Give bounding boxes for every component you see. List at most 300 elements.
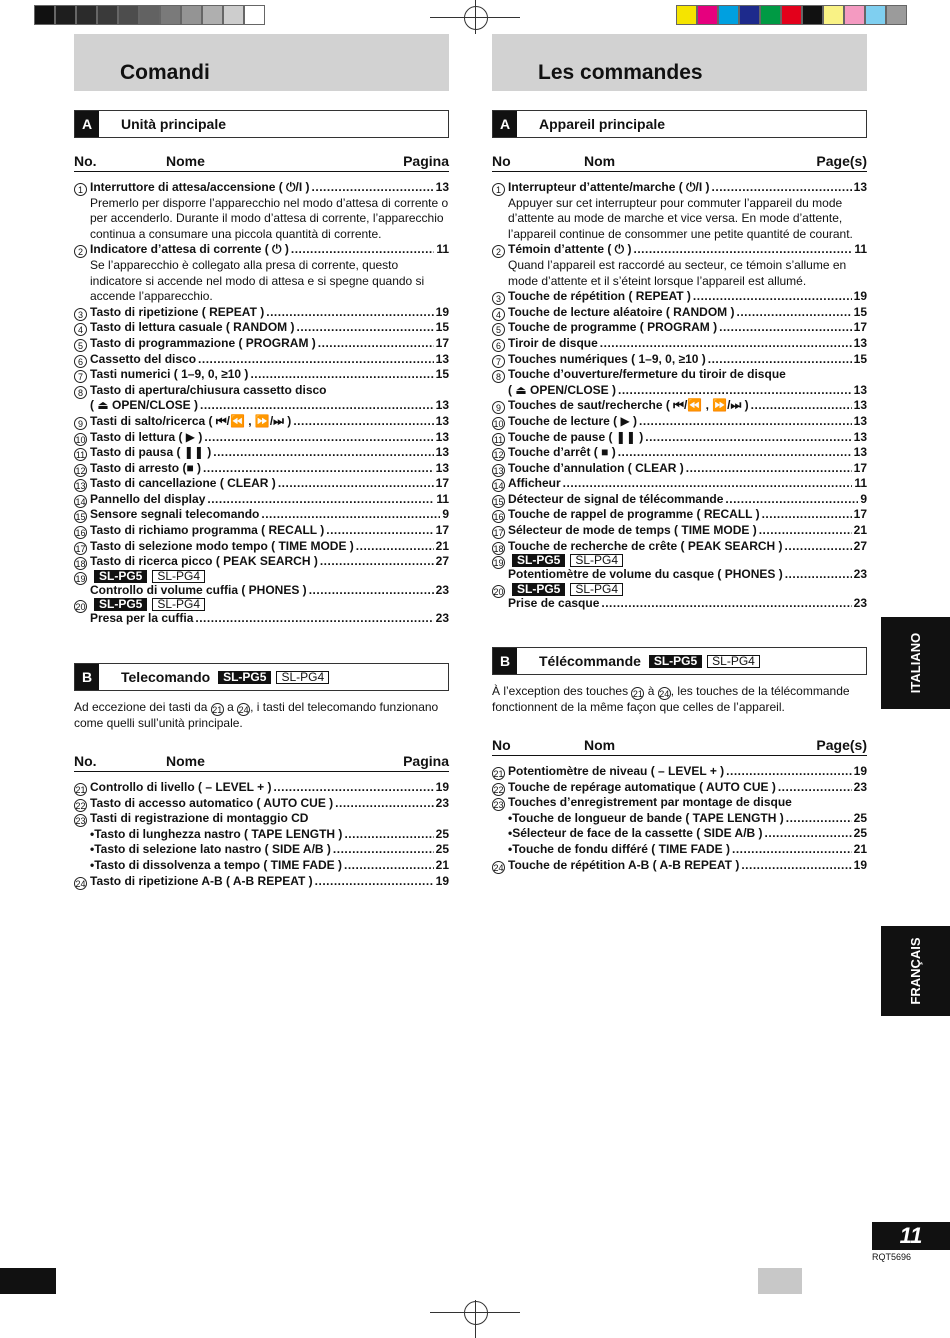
model-badge-sl-pg5: SL-PG5 xyxy=(512,554,565,567)
list-item xyxy=(492,492,867,508)
list-item xyxy=(492,336,867,352)
item-label: Touche de recherche de crête ( PEAK SEARCH ) xyxy=(508,538,783,553)
page-ref: 23 xyxy=(853,595,867,610)
page-ref: 13 xyxy=(853,382,867,397)
list-item xyxy=(74,180,449,196)
list-item xyxy=(74,445,449,461)
list-item xyxy=(492,383,867,399)
circled-number: 16 xyxy=(493,512,504,523)
circled-number: 18 xyxy=(75,559,86,570)
table-header xyxy=(74,753,449,772)
item-label: • Touche de longueur de bande ( TAPE LENGTH ) xyxy=(508,811,784,827)
title-bar xyxy=(492,34,867,91)
dot-leader xyxy=(333,842,434,858)
item-label: Touches de saut/recherche ( ⏮/⏪ , ⏩/⏭ ) xyxy=(508,398,749,413)
dot-leader xyxy=(634,242,853,258)
circled-number: 10 xyxy=(493,418,504,429)
list-item xyxy=(492,826,867,842)
circled-number: 15 xyxy=(493,496,504,507)
color-swatch xyxy=(181,5,202,25)
circled-number: 15 xyxy=(75,512,86,523)
page-ref: 13 xyxy=(435,180,449,194)
page-ref: 11 xyxy=(436,491,449,506)
page-number: 11 xyxy=(872,1222,950,1250)
list-item xyxy=(74,242,449,258)
circled-number: 20 xyxy=(75,602,86,613)
page-ref: 17 xyxy=(853,320,867,335)
language-tab-italiano xyxy=(881,617,950,709)
page-ref: 19 xyxy=(853,764,867,778)
item-label: Touche de programme ( PROGRAM ) xyxy=(508,320,718,335)
page-ref: 13 xyxy=(435,445,449,460)
item-label: Touche de répétition ( REPEAT ) xyxy=(508,289,691,304)
page-ref: 15 xyxy=(435,367,449,382)
list-item xyxy=(492,764,867,780)
page-ref: 13 xyxy=(853,413,867,428)
circled-number: 7 xyxy=(74,370,87,383)
list-item xyxy=(74,383,449,399)
dot-leader xyxy=(344,858,434,874)
intro-text: À l’exception des touches xyxy=(492,684,632,698)
dot-leader xyxy=(645,430,851,446)
circled-number: 17 xyxy=(493,528,504,539)
color-swatch xyxy=(55,5,76,25)
dot-leader xyxy=(293,414,433,430)
item-label: ( ⏏ OPEN/CLOSE ) xyxy=(90,398,199,413)
circled-number: 23 xyxy=(75,816,86,827)
page-ref: 23 xyxy=(435,582,449,597)
item-label: Controllo di livello ( – LEVEL + ) xyxy=(90,780,272,794)
section-a-header xyxy=(492,110,867,138)
item-label: Tasto di pausa ( ❚❚ ) xyxy=(90,445,212,460)
registration-mark-bottom xyxy=(430,1300,520,1338)
item-label: Tasto di apertura/chiusura cassetto disco xyxy=(90,382,327,397)
page-title: Comandi xyxy=(120,61,210,84)
list-item xyxy=(492,596,867,612)
item-label: Touche d’annulation ( CLEAR ) xyxy=(508,460,684,475)
dot-leader xyxy=(318,336,434,352)
dot-leader xyxy=(712,180,852,196)
dot-leader xyxy=(207,492,434,508)
circled-number: 22 xyxy=(493,784,504,795)
section-label-text: Télécommande xyxy=(539,653,641,669)
model-badge-sl-pg4: SL-PG4 xyxy=(152,570,205,583)
header-name: Nome xyxy=(166,753,205,769)
circled-number: 24 xyxy=(75,878,86,889)
dot-leader xyxy=(200,398,434,414)
circled-number: 8 xyxy=(492,370,505,383)
list-item xyxy=(492,554,867,567)
dot-leader xyxy=(786,811,852,827)
circled-number: 23 xyxy=(493,800,504,811)
page-ref: 25 xyxy=(435,826,449,841)
page-ref: 25 xyxy=(853,810,867,825)
page-ref: 13 xyxy=(435,398,449,413)
list-item xyxy=(74,352,449,368)
item-description: Appuyer sur cet interrupteur pour commuter l’appareil du mode d’attente au mode de marche et vice versa. En mode d’attente, l’appareil continue de consommer une petite quantité de courant. xyxy=(508,195,853,241)
header-name: Nom xyxy=(584,153,616,169)
dot-leader xyxy=(315,874,434,890)
dot-leader xyxy=(273,780,433,796)
circled-number: 1 xyxy=(74,183,87,196)
page-ref: 15 xyxy=(853,351,867,366)
list-item xyxy=(74,320,449,336)
item-label: Touche de rappel de programme ( RECALL ) xyxy=(508,507,760,522)
header-no: No xyxy=(492,737,511,753)
dot-leader xyxy=(266,305,433,321)
color-swatch xyxy=(718,5,739,25)
dot-leader xyxy=(686,461,852,477)
dot-leader xyxy=(751,398,852,414)
circled-number: 5 xyxy=(74,339,87,352)
header-page: Page(s) xyxy=(816,153,867,169)
model-badge-sl-pg4: SL-PG4 xyxy=(570,554,623,567)
page-ref: 17 xyxy=(853,507,867,522)
circled-number: 18 xyxy=(493,543,504,554)
dot-leader xyxy=(778,780,852,796)
circled-number: 14 xyxy=(75,496,86,507)
list-item xyxy=(74,539,449,555)
header-name: Nom xyxy=(584,737,616,753)
page-ref: 13 xyxy=(435,429,449,444)
circled-number: 2 xyxy=(74,245,87,258)
section-b-header xyxy=(74,663,449,691)
controls-list xyxy=(74,180,449,627)
item-label: Touche de lecture aléatoire ( RANDOM ) xyxy=(508,304,735,319)
circled-number: 10 xyxy=(75,434,86,445)
item-label: Potentiomètre de volume du casque ( PHONES ) xyxy=(508,567,783,582)
dot-leader xyxy=(213,445,433,461)
item-label: Pannello del display xyxy=(90,491,206,506)
list-item xyxy=(74,461,449,477)
model-badge-sl-pg4: SL-PG4 xyxy=(276,671,329,684)
page-ref: 13 xyxy=(853,429,867,444)
header-page: Pagina xyxy=(403,753,449,769)
circled-number: 7 xyxy=(492,355,505,368)
dot-leader xyxy=(732,842,852,858)
registration-mark-top xyxy=(430,0,520,34)
item-label: Tasto di cancellazione ( CLEAR ) xyxy=(90,476,276,491)
model-badge-sl-pg5: SL-PG5 xyxy=(218,671,271,684)
intro-text: Ad eccezione dei tasti da xyxy=(74,700,211,714)
circled-number: 22 xyxy=(75,800,86,811)
list-item xyxy=(74,523,449,539)
list-item xyxy=(492,367,867,383)
section-a-header xyxy=(74,110,449,138)
dot-leader xyxy=(296,320,433,336)
page-ref: 17 xyxy=(853,460,867,475)
item-label: Tasto di accesso automatico ( AUTO CUE ) xyxy=(90,795,334,810)
remote-controls-list xyxy=(492,764,867,873)
list-item xyxy=(492,305,867,321)
title-bar xyxy=(74,34,449,91)
dot-leader xyxy=(250,367,433,383)
dot-leader xyxy=(618,383,852,399)
remote-intro xyxy=(492,684,867,716)
circled-number: 2 xyxy=(492,245,505,258)
section-label xyxy=(121,669,329,685)
circled-number: 16 xyxy=(75,528,86,539)
item-label: Touches numériques ( 1–9, 0, ≥10 ) xyxy=(508,351,706,366)
dot-leader xyxy=(725,492,858,508)
corner-gray-block xyxy=(758,1268,802,1294)
page-ref: 21 xyxy=(853,841,867,856)
intro-text: à xyxy=(644,684,658,698)
remote-controls-list xyxy=(74,780,449,889)
page-ref: 13 xyxy=(435,460,449,475)
list-item xyxy=(74,811,449,827)
item-label: Interrupteur d’attente/marche ( ⏻/I ) xyxy=(508,180,710,194)
page-ref: 21 xyxy=(853,523,867,538)
dot-leader xyxy=(344,827,433,843)
color-swatch xyxy=(160,5,181,25)
color-swatch xyxy=(676,5,697,25)
circled-number: 11 xyxy=(493,434,504,445)
page-ref: 23 xyxy=(435,795,449,810)
intro-text: , les touches de la télécommande fonctionnent de la même façon que celles de l’appareil. xyxy=(492,684,850,714)
page-ref: 19 xyxy=(853,289,867,304)
section-label: Appareil principale xyxy=(539,116,666,132)
page-ref: 17 xyxy=(435,523,449,538)
header-name: Nome xyxy=(166,153,205,169)
dot-leader xyxy=(320,554,434,570)
page-ref: 13 xyxy=(853,180,867,194)
color-swatch xyxy=(844,5,865,25)
dot-leader xyxy=(278,476,434,492)
page-ref: 27 xyxy=(435,554,449,569)
circled-number: 13 xyxy=(493,465,504,476)
item-label: Interruttore di attesa/accensione ( ⏻/I ) xyxy=(90,180,310,194)
item-label: Détecteur de signal de télécommande xyxy=(508,491,724,506)
model-badge-sl-pg4: SL-PG4 xyxy=(570,583,623,596)
gray-color-bar xyxy=(34,5,265,25)
list-item xyxy=(492,583,867,596)
list-item xyxy=(74,598,449,611)
circled-number: 21 xyxy=(632,689,643,699)
list-item xyxy=(492,842,867,858)
list-item xyxy=(74,476,449,492)
page-ref: 9 xyxy=(860,491,867,506)
page-ref: 11 xyxy=(436,242,449,257)
color-swatch xyxy=(697,5,718,25)
page-title: Les commandes xyxy=(538,61,703,84)
page-ref: 21 xyxy=(435,857,449,872)
page-ref: 17 xyxy=(435,335,449,350)
page-ref: 13 xyxy=(435,351,449,366)
section-letter: A xyxy=(75,111,99,137)
page-ref: 21 xyxy=(435,538,449,553)
color-swatch xyxy=(139,5,160,25)
color-swatch xyxy=(34,5,55,25)
item-label: • Tasto di lunghezza nastro ( TAPE LENGTH ) xyxy=(90,827,342,843)
list-item xyxy=(74,827,449,843)
color-swatch xyxy=(223,5,244,25)
page-ref: 17 xyxy=(435,476,449,491)
page-ref: 9 xyxy=(442,507,449,522)
list-item xyxy=(74,554,449,570)
page-ref: 19 xyxy=(435,873,449,888)
item-label: Touche d’ouverture/fermeture du tiroir de disque xyxy=(508,367,786,382)
color-swatch xyxy=(886,5,907,25)
item-label: Témoin d’attente ( ⏻ ) xyxy=(508,242,632,257)
document-code: RQT5696 xyxy=(872,1252,912,1262)
item-label: Presa per la cuffia xyxy=(90,611,194,626)
list-item xyxy=(492,795,867,811)
item-label: Indicatore d’attesa di corrente ( ⏻ ) xyxy=(90,242,289,257)
list-item xyxy=(74,842,449,858)
item-label: Sélecteur de mode de temps ( TIME MODE ) xyxy=(508,523,757,538)
dot-leader xyxy=(203,461,434,477)
header-no: No xyxy=(492,153,511,169)
list-item xyxy=(492,461,867,477)
item-label: Touche d’arrêt ( ■ ) xyxy=(508,445,616,460)
item-label: Potentiomètre de niveau ( – LEVEL + ) xyxy=(508,764,725,778)
circled-number: 19 xyxy=(75,573,86,584)
language-tab-francais xyxy=(881,926,950,1016)
item-label: Tasto di arresto (■ ) xyxy=(90,460,202,475)
item-label: Touche de repérage automatique ( AUTO CUE ) xyxy=(508,779,776,794)
circled-number: 5 xyxy=(492,323,505,336)
circled-number: 21 xyxy=(212,705,223,715)
dot-leader xyxy=(563,476,853,492)
list-item xyxy=(492,539,867,555)
dot-leader xyxy=(785,567,852,583)
item-label: Tasto di lettura casuale ( RANDOM ) xyxy=(90,320,295,335)
list-item xyxy=(74,398,449,414)
circled-number: 6 xyxy=(74,355,87,368)
circled-number: 13 xyxy=(75,481,86,492)
dot-leader xyxy=(719,320,852,336)
dot-leader xyxy=(601,596,851,612)
circled-number: 24 xyxy=(238,705,249,715)
list-item xyxy=(492,180,867,196)
header-page: Page(s) xyxy=(816,737,867,753)
page-ref: 11 xyxy=(854,476,867,491)
remote-intro xyxy=(74,700,449,732)
item-description: Premerlo per disporre l’apparecchio nel modo d’attesa di corrente o per accenderlo. Durante il modo d’attesa di corrente, l’apparecchio continua a consumare una piccola quantità di corrente. xyxy=(90,195,449,241)
language-tab-label: ITALIANO xyxy=(908,632,923,694)
list-item xyxy=(492,858,867,874)
section-letter: A xyxy=(493,111,517,137)
page-ref: 23 xyxy=(435,611,449,626)
list-item xyxy=(492,320,867,336)
list-item xyxy=(74,780,449,796)
table-header xyxy=(74,153,449,172)
dot-leader xyxy=(708,352,852,368)
dot-leader xyxy=(736,305,851,321)
list-item xyxy=(74,570,449,583)
circled-number: 24 xyxy=(493,862,504,873)
circled-number: 8 xyxy=(74,386,87,399)
item-label: Tasto di ripetizione A-B ( A-B REPEAT ) xyxy=(90,873,313,888)
item-label: Tasto di ricerca picco ( PEAK SEARCH ) xyxy=(90,554,318,569)
item-label: Prise de casque xyxy=(508,595,600,610)
dot-leader xyxy=(356,539,434,555)
section-label xyxy=(539,653,760,669)
list-item xyxy=(74,796,449,812)
item-label: Afficheur xyxy=(508,476,561,491)
item-label: Tasto di lettura ( ▶ ) xyxy=(90,429,203,444)
circled-number: 12 xyxy=(75,465,86,476)
page-ref: 25 xyxy=(853,826,867,841)
color-swatch xyxy=(118,5,139,25)
model-badge-sl-pg4: SL-PG4 xyxy=(707,655,760,668)
dot-leader xyxy=(326,523,433,539)
page-ref: 19 xyxy=(435,304,449,319)
page-ref: 19 xyxy=(435,780,449,794)
item-description: Quand l’appareil est raccordé au secteur, ce témoin s’allume en mode d’attente et il s’éteint lorsque l’appareil est allumé. xyxy=(508,257,847,288)
item-label: • Tasto di dissolvenza a tempo ( TIME FADE ) xyxy=(90,858,342,874)
cmyk-color-bar xyxy=(676,5,907,25)
circled-number: 6 xyxy=(492,339,505,352)
item-label: Touche de répétition A-B ( A-B REPEAT ) xyxy=(508,857,740,872)
model-badge-sl-pg5: SL-PG5 xyxy=(649,655,702,668)
list-item xyxy=(492,414,867,430)
section-label: Unità principale xyxy=(121,116,227,132)
header-page: Pagina xyxy=(403,153,449,169)
page-ref: 27 xyxy=(853,538,867,553)
item-label: Tasto di selezione modo tempo ( TIME MODE ) xyxy=(90,538,354,553)
color-swatch xyxy=(202,5,223,25)
circled-number: 21 xyxy=(493,769,504,779)
item-label: Tasti di salto/ricerca ( ⏮/⏪ , ⏩/⏭ ) xyxy=(90,413,292,428)
list-item xyxy=(74,336,449,352)
list-item xyxy=(74,492,449,508)
list-item xyxy=(74,583,449,599)
language-tab-label: FRANÇAIS xyxy=(908,937,923,1005)
dot-leader xyxy=(600,336,852,352)
dot-leader xyxy=(198,352,434,368)
model-badge-sl-pg4: SL-PG4 xyxy=(152,598,205,611)
circled-number: 11 xyxy=(75,450,86,461)
circled-number: 3 xyxy=(74,308,87,321)
circled-number: 21 xyxy=(75,785,86,795)
page-ref: 13 xyxy=(435,413,449,428)
list-item xyxy=(74,367,449,383)
dot-leader xyxy=(309,583,434,599)
page-ref: 25 xyxy=(435,842,449,857)
item-label: Tasti di registrazione di montaggio CD xyxy=(90,811,309,826)
color-swatch xyxy=(760,5,781,25)
table-header xyxy=(492,153,867,172)
page-ref: 13 xyxy=(853,335,867,350)
dot-leader xyxy=(785,539,852,555)
list-item xyxy=(492,523,867,539)
header-no: No. xyxy=(74,753,97,769)
color-swatch xyxy=(823,5,844,25)
color-swatch xyxy=(781,5,802,25)
model-badge-sl-pg5: SL-PG5 xyxy=(512,583,565,596)
section-letter: B xyxy=(75,664,99,690)
page-ref: 11 xyxy=(854,242,867,257)
dot-leader xyxy=(261,507,440,523)
page-ref: 13 xyxy=(853,398,867,413)
header-no: No. xyxy=(74,153,97,169)
intro-text: , i tasti del telecomando funzionano come quelli sull’unità principale. xyxy=(74,700,439,730)
circled-number: 12 xyxy=(493,450,504,461)
circled-number: 3 xyxy=(492,292,505,305)
dot-leader xyxy=(195,611,433,627)
color-swatch xyxy=(739,5,760,25)
list-item xyxy=(74,858,449,874)
list-item xyxy=(74,414,449,430)
page-ref: 23 xyxy=(853,567,867,582)
dot-leader xyxy=(762,507,852,523)
page-ref: 19 xyxy=(853,857,867,872)
color-swatch xyxy=(802,5,823,25)
item-label: • Sélecteur de face de la cassette ( SIDE A/B ) xyxy=(508,826,763,842)
page-ref: 23 xyxy=(853,779,867,794)
